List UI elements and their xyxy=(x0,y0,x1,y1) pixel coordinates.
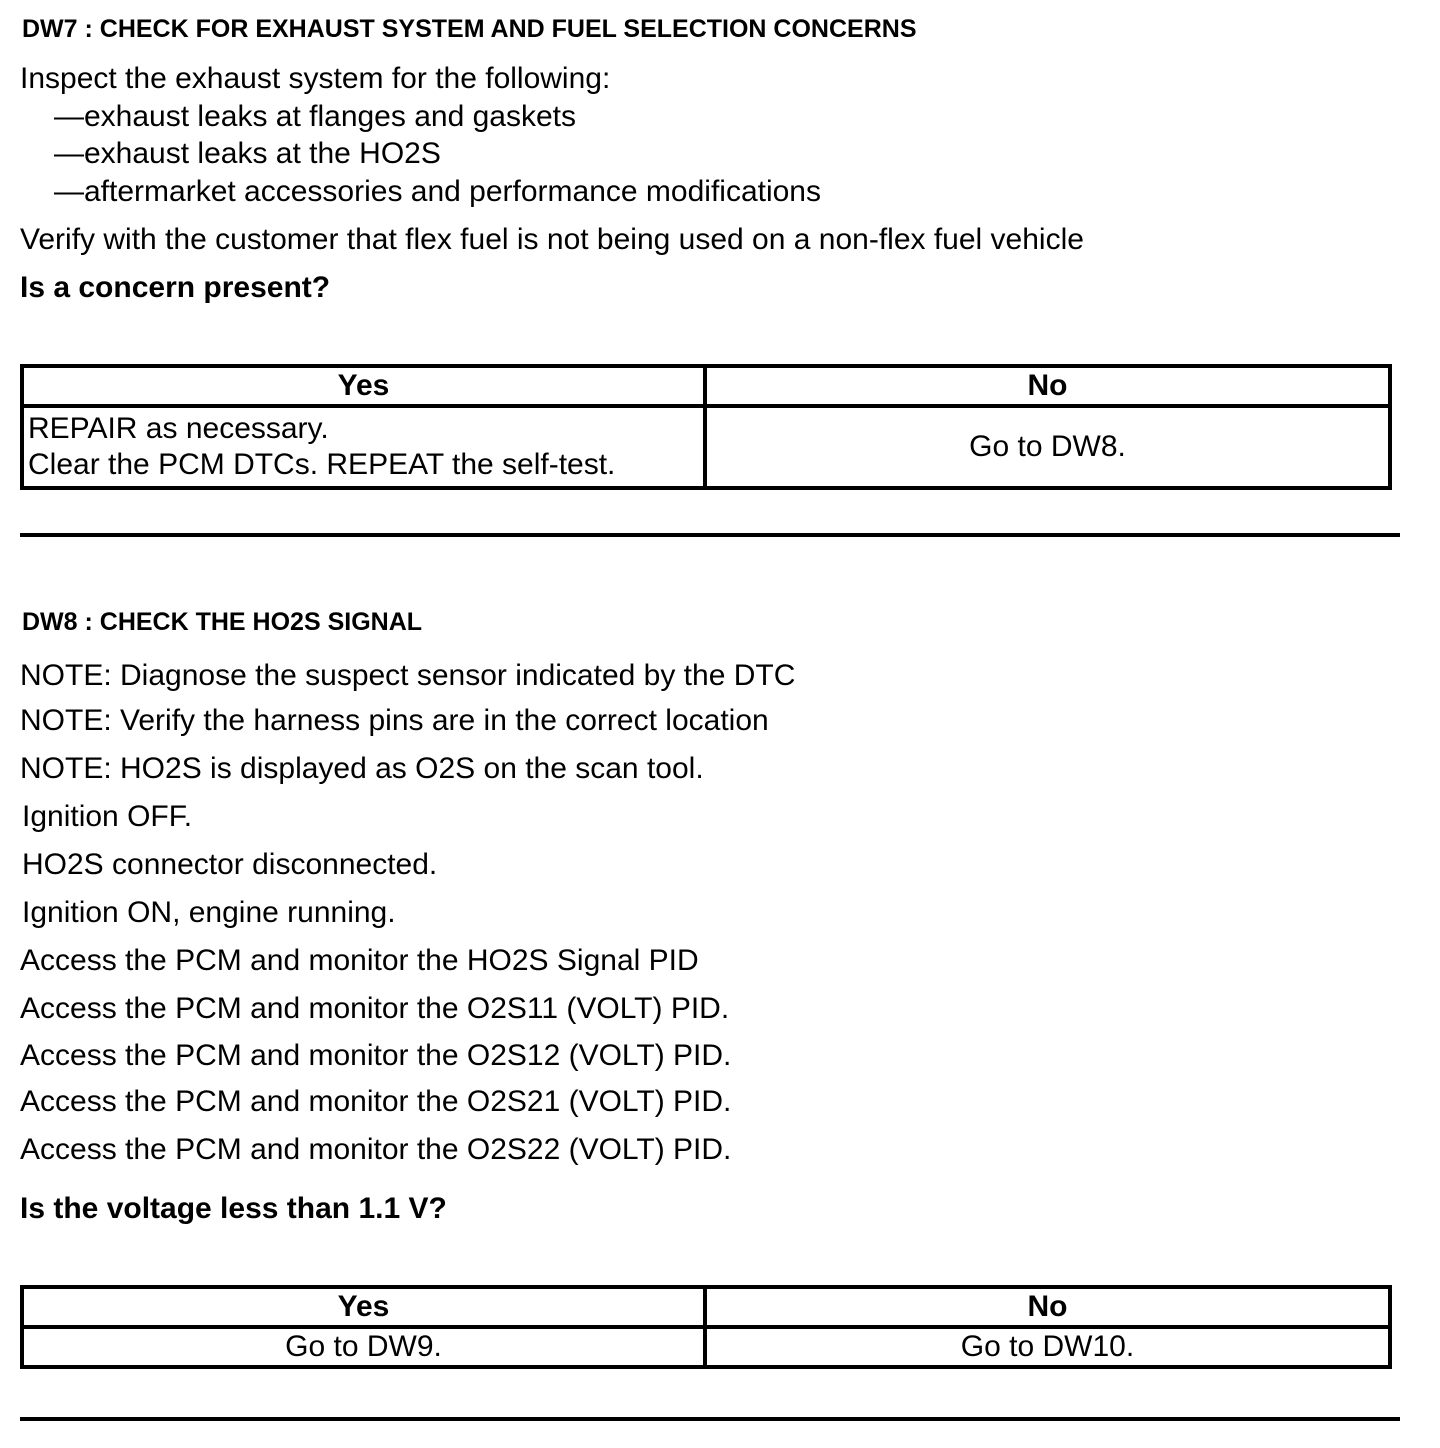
dw7-yes-cell xyxy=(22,406,705,488)
dw7-table-body-row xyxy=(22,406,1390,488)
dw8-no-header: No xyxy=(705,1287,1390,1327)
dw8-line-10: Access the PCM and monitor the O2S21 (VOLT) PID. xyxy=(20,1085,732,1118)
dw7-yes-line-1: REPAIR as necessary. xyxy=(28,412,329,445)
dw8-question: Is the voltage less than 1.1 V? xyxy=(20,1192,447,1225)
dw7-question: Is a concern present? xyxy=(20,271,331,304)
dw8-table-header-row xyxy=(22,1287,1390,1327)
dw7-yes-line-2: Clear the PCM DTCs. REPEAT the self-test. xyxy=(28,448,616,481)
dw7-item-1: —exhaust leaks at flanges and gaskets xyxy=(54,100,576,133)
dw7-yes-header: Yes xyxy=(22,366,705,406)
dw8-line-4: Ignition OFF. xyxy=(22,800,193,833)
dw8-yes-header: Yes xyxy=(22,1287,705,1327)
dw8-line-6: Ignition ON, engine running. xyxy=(22,896,396,929)
dw7-heading: DW7 : CHECK FOR EXHAUST SYSTEM AND FUEL SELECTION CONCERNS xyxy=(22,15,917,43)
dw8-line-9: Access the PCM and monitor the O2S12 (VOLT) PID. xyxy=(20,1039,732,1072)
dw7-no-cell: Go to DW8. xyxy=(705,406,1390,488)
dw7-item-3: —aftermarket accessories and performance modifications xyxy=(54,175,821,208)
dw8-line-11: Access the PCM and monitor the O2S22 (VOLT) PID. xyxy=(20,1133,732,1166)
dw8-heading: DW8 : CHECK THE HO2S SIGNAL xyxy=(22,608,423,636)
dw8-line-2: NOTE: Verify the harness pins are in the correct location xyxy=(20,704,769,737)
dw8-line-5: HO2S connector disconnected. xyxy=(22,848,438,881)
dw8-line-8: Access the PCM and monitor the O2S11 (VOLT) PID. xyxy=(20,992,730,1025)
dw7-decision-table xyxy=(20,364,1392,490)
dw8-line-7: Access the PCM and monitor the HO2S Signal PID xyxy=(20,944,699,977)
dw7-no-header: No xyxy=(705,366,1390,406)
dw7-item-2: —exhaust leaks at the HO2S xyxy=(54,137,441,170)
dw8-line-1: NOTE: Diagnose the suspect sensor indicated by the DTC xyxy=(20,659,796,692)
dw8-table-body-row xyxy=(22,1327,1390,1367)
dw7-verify: Verify with the customer that flex fuel is not being used on a non-flex fuel vehicle xyxy=(20,223,1084,256)
dw8-decision-table xyxy=(20,1285,1392,1369)
section-divider-1 xyxy=(20,533,1400,537)
dw7-intro: Inspect the exhaust system for the following: xyxy=(20,62,611,95)
dw8-no-cell: Go to DW10. xyxy=(705,1327,1390,1367)
section-divider-2 xyxy=(20,1417,1400,1421)
dw8-yes-cell: Go to DW9. xyxy=(22,1327,705,1367)
dw7-table-header-row xyxy=(22,366,1390,406)
dw8-line-3: NOTE: HO2S is displayed as O2S on the scan tool. xyxy=(20,752,704,785)
